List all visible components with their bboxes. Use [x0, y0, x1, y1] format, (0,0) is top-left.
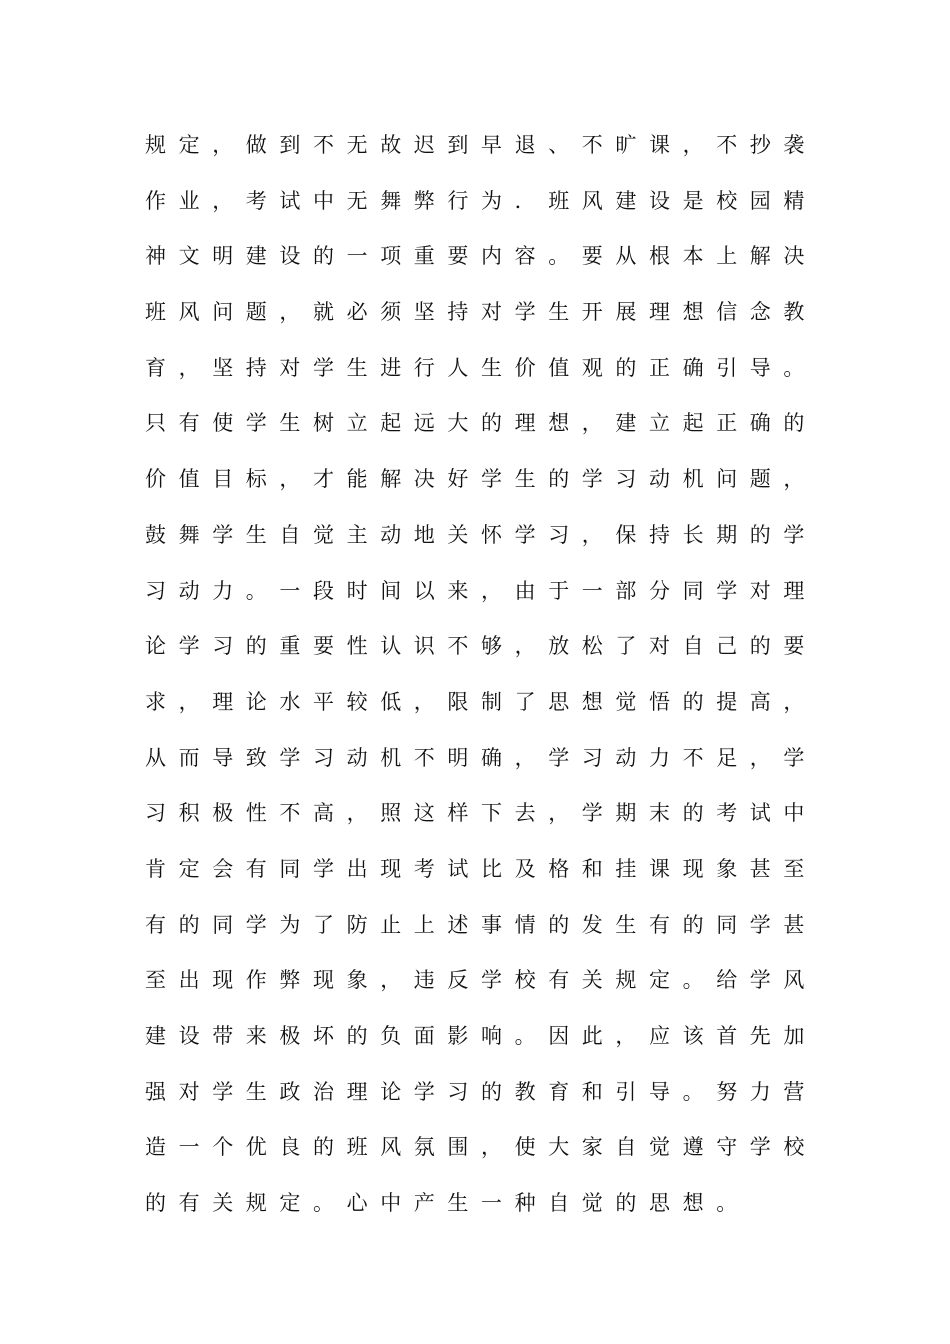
text-line: 的有关规定。心中产生一种自觉的思想。: [145, 1191, 750, 1216]
text-line: 求，理论水平较低，限制了思想觉悟的提高，: [145, 689, 817, 714]
text-line: 至出现作弊现象，违反学校有关规定。给学风: [145, 968, 817, 993]
text-line: 规定，做到不无故迟到早退、不旷课，不抄袭: [145, 133, 817, 157]
text-line: 从而导致学习动机不明确，学习动力不足，学: [145, 745, 817, 770]
text-line: 肯定会有同学出现考试比及格和挂课现象甚至: [145, 856, 817, 881]
text-line: 作业，考试中无舞弊行为．班风建设是校园精: [145, 188, 817, 213]
text-line: 习积极性不高，照这样下去，学期末的考试中: [145, 801, 817, 826]
text-line: 有的同学为了防止上述事情的发生有的同学甚: [145, 912, 817, 937]
text-line: 强对学生政治理论学习的教育和引导。努力营: [145, 1079, 817, 1104]
body-text: [145, 125, 825, 1239]
text-line: 建设带来极坏的负面影响。因此，应该首先加: [145, 1024, 817, 1048]
text-line: 论学习的重要性认识不够，放松了对自己的要: [145, 634, 817, 659]
text-line: 鼓舞学生自觉主动地关怀学习，保持长期的学: [145, 522, 817, 547]
text-line: 造一个优良的班风氛围，使大家自觉遵守学校: [145, 1135, 817, 1160]
text-line: 只有使学生树立起远大的理想，建立起正确的: [145, 411, 817, 436]
text-line: 神文明建设的一项重要内容。要从根本上解决: [145, 244, 817, 269]
text-line: 班风问题，就必须坚持对学生开展理想信念教: [145, 300, 817, 325]
text-line: 育，坚持对学生进行人生价值观的正确引导。: [145, 355, 817, 380]
text-line: 习动力。一段时间以来，由于一部分同学对理: [145, 578, 817, 603]
text-line: 价值目标，才能解决好学生的学习动机问题，: [145, 467, 817, 492]
